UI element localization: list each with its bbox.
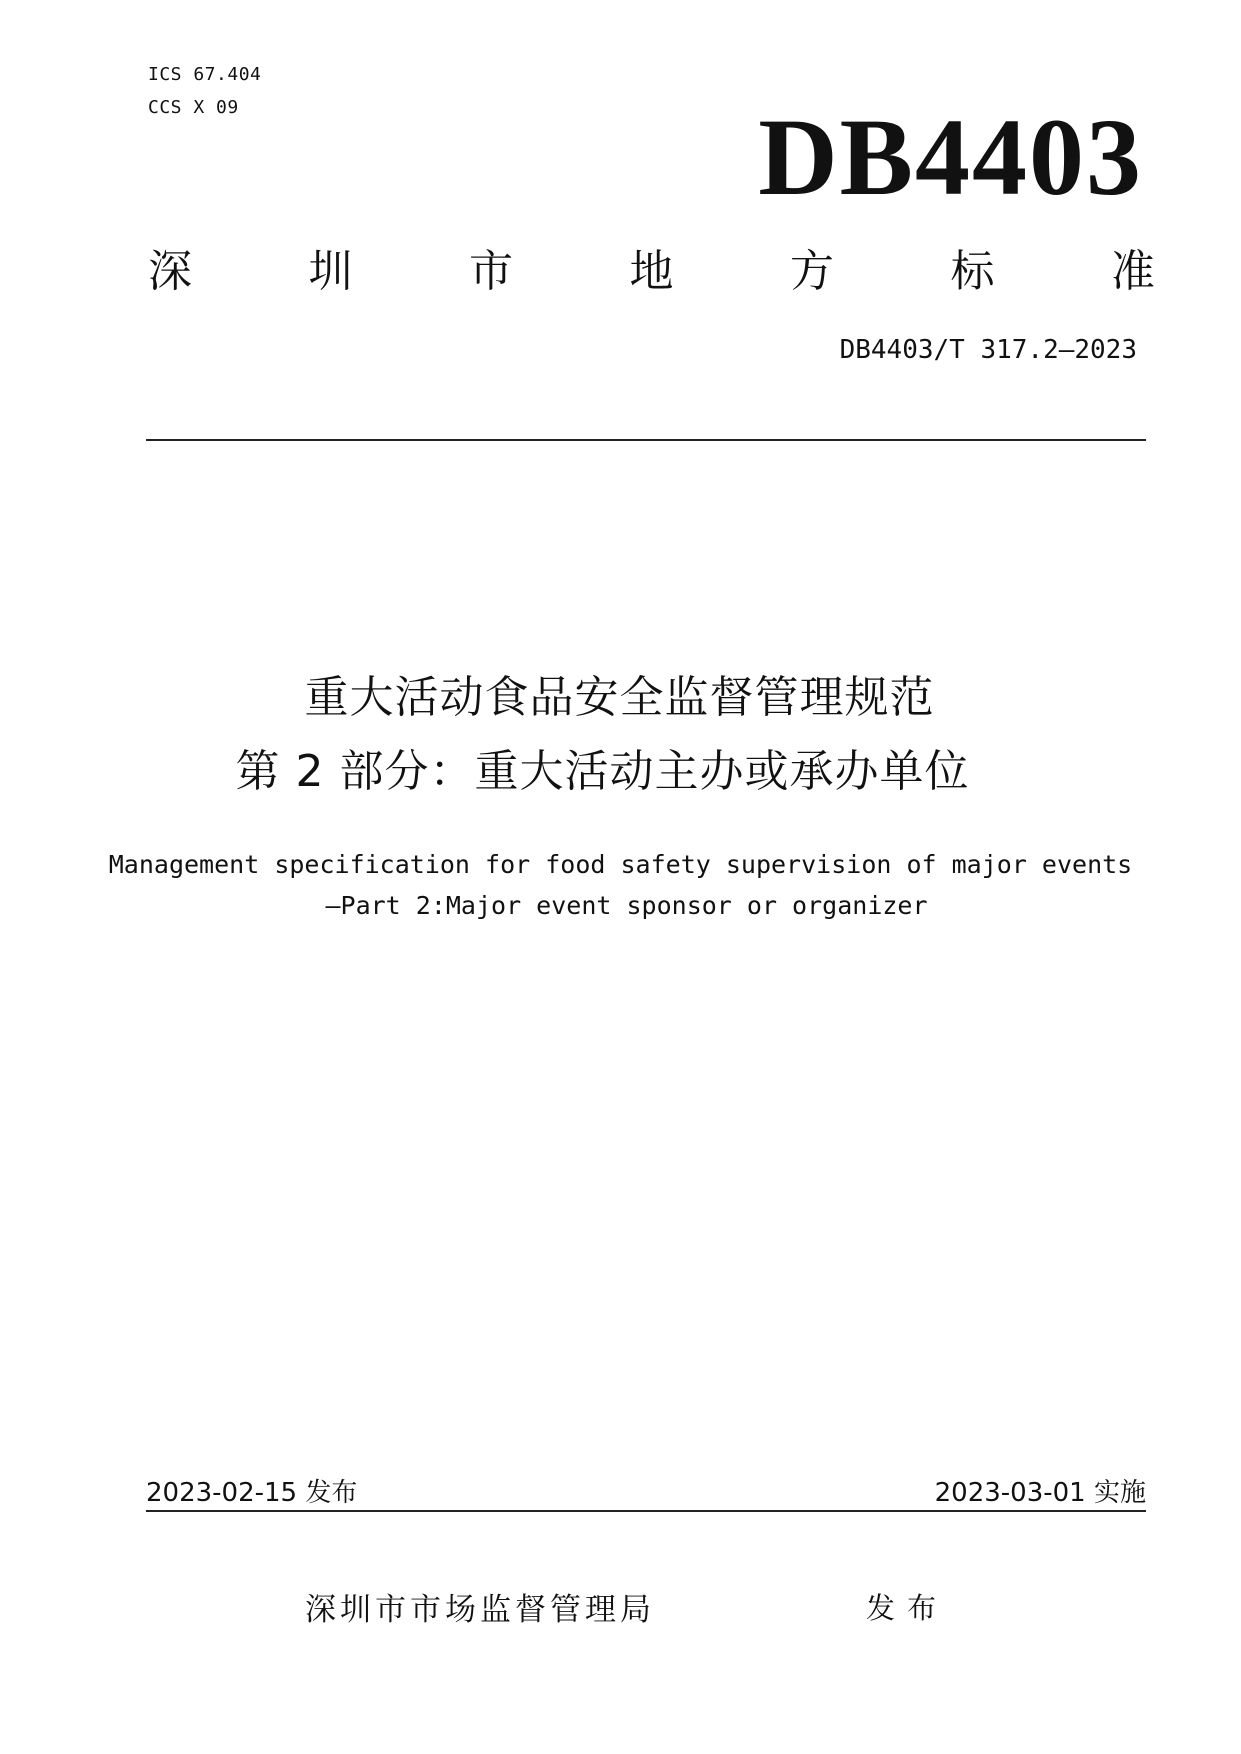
db-code-heading: DB4403 (758, 96, 1143, 218)
standard-type-char: 准 (1111, 246, 1155, 297)
implementation-date: 2023-03-01 实施 (934, 1478, 1146, 1508)
chinese-title-line-2: 第 2 部分：重大活动主办或承办单位 (235, 746, 970, 797)
issuing-action: 发布 (866, 1591, 949, 1625)
top-divider (146, 439, 1146, 441)
standard-type-char: 标 (950, 246, 995, 297)
standard-type-char: 地 (629, 246, 674, 297)
issuing-authority: 深圳市市场监督管理局 (305, 1592, 655, 1628)
issue-date: 2023-02-15 发布 (146, 1478, 358, 1508)
ics-code: ICS 67.404 (148, 64, 262, 85)
bottom-divider (146, 1510, 1146, 1512)
standard-type-char: 圳 (308, 246, 353, 297)
standard-type-char: 市 (469, 246, 513, 297)
standard-type-char: 方 (790, 246, 834, 297)
english-title-line-1: Management specification for food safety supervision of major events (108, 850, 1133, 879)
standard-number: DB4403/T 317.2—2023 (839, 335, 1137, 365)
standard-type-heading (148, 244, 1155, 300)
english-title-line-2: —Part 2:Major event sponsor or organizer (325, 891, 928, 920)
standard-type-char: 深 (148, 246, 192, 297)
ccs-code: CCS X 09 (148, 97, 239, 118)
chinese-title-line-1: 重大活动食品安全监督管理规范 (304, 672, 935, 723)
